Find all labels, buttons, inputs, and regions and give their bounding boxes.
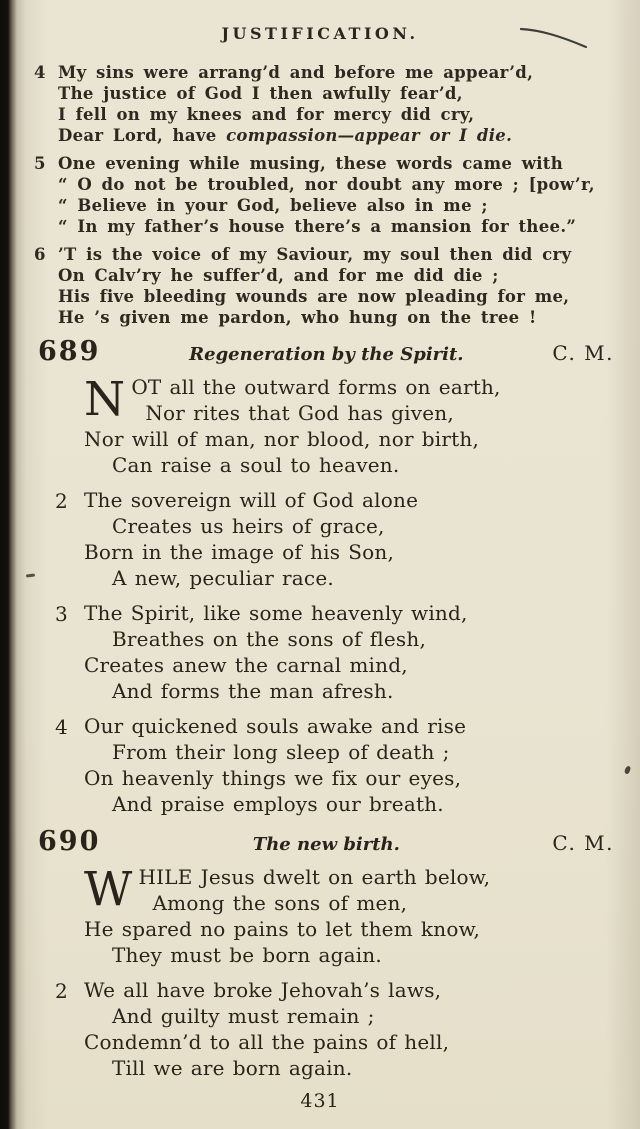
hymn-meter: C. M.	[552, 341, 614, 365]
verse-line: Our quickened souls awake and rise	[84, 714, 467, 738]
verse-line: “ In my father’s house there’s a mansion for thee.”	[58, 217, 577, 236]
hymn-title: Regeneration by the Spirit.	[189, 344, 464, 365]
verse-line: And forms the man afresh.	[112, 679, 394, 703]
verse-line: We all have broke Jehovah’s laws,	[84, 978, 442, 1002]
hymn-section	[0, 826, 640, 1081]
verse-line: And praise employs our breath.	[112, 792, 444, 816]
hymn-section	[0, 336, 640, 817]
hymn-number: 690	[38, 826, 101, 857]
verse	[34, 244, 628, 328]
verse-line: Born in the image of his Son,	[84, 540, 395, 564]
hymn-heading	[38, 336, 614, 368]
verse-line: On heavenly things we fix our eyes,	[84, 766, 462, 790]
verse-line: Nor rites that God has given,	[145, 401, 454, 425]
verse-number: 5	[34, 154, 46, 173]
hymn-verse	[55, 487, 614, 591]
page-number: 431	[300, 1090, 340, 1112]
pen-mark	[518, 24, 592, 52]
verse-line: OT all the outward forms on earth,	[131, 375, 501, 399]
verse-line: One evening while musing, these words came with	[58, 154, 563, 173]
verse-line: Breathes on the sons of flesh,	[112, 627, 427, 651]
drop-cap: N	[84, 372, 126, 427]
verse-line: On Calv’ry he suffer’d, and for me did die ;	[58, 266, 499, 285]
verse-line: My sins were arrang’d and before me appear’d,	[58, 63, 534, 82]
verse-line: HILE Jesus dwelt on earth below,	[138, 865, 491, 889]
verse-number: 2	[55, 979, 68, 1003]
hymn-verse	[55, 600, 614, 704]
verse	[34, 62, 628, 146]
verse-line: A new, peculiar race.	[112, 566, 334, 590]
continuation-section	[0, 62, 640, 328]
verse-line: Creates us heirs of grace,	[112, 514, 385, 538]
verse-line: Among the sons of men,	[152, 891, 408, 915]
hymn-verse	[55, 713, 614, 817]
verse-line: “ O do not be troubled, nor doubt any more ; [pow’r,	[58, 175, 595, 194]
verse-line: Condemn’d to all the pains of hell,	[84, 1030, 450, 1054]
verse-line: ’T is the voice of my Saviour, my soul then did cry	[58, 245, 572, 264]
verse-line: His five bleeding wounds are now pleading for me,	[58, 287, 570, 306]
verse-line: He spared no pains to let them know,	[84, 917, 481, 941]
verse-line: Till we are born again.	[112, 1056, 353, 1080]
verse-line: Can raise a soul to heaven.	[112, 453, 400, 477]
running-header: JUSTIFICATION.	[221, 24, 419, 43]
drop-cap: W	[84, 862, 133, 917]
verse-number: 4	[34, 63, 46, 82]
verse-line: “ Believe in your God, believe also in me ;	[58, 196, 488, 215]
verse-line: And guilty must remain ;	[112, 1004, 375, 1028]
italic-phrase: compassion—appear or I die.	[226, 126, 513, 145]
verse-line: He ’s given me pardon, who hung on the tree !	[58, 308, 537, 327]
verse	[34, 153, 628, 237]
verse-line: Dear Lord, have compassion—appear or I die.	[58, 126, 513, 145]
hymn-heading	[38, 826, 614, 858]
verse-line: The sovereign will of God alone	[84, 488, 419, 512]
hymn-verse	[55, 977, 614, 1081]
verse-number: 6	[34, 245, 46, 264]
verse-number: 4	[55, 715, 68, 739]
hymn-title: The new birth.	[252, 834, 400, 855]
verse-line: I fell on my knees and for mercy did cry,	[58, 105, 475, 124]
verse-line: The Spirit, like some heavenly wind,	[84, 601, 468, 625]
hymn-number: 689	[38, 336, 101, 367]
verse-line: From their long sleep of death ;	[112, 740, 450, 764]
verse-line: Nor will of man, nor blood, nor birth,	[84, 427, 480, 451]
verse-line: The justice of God I then awfully fear’d,	[58, 84, 463, 103]
verse-number: 3	[55, 602, 68, 626]
verse-line: They must be born again.	[112, 943, 382, 967]
hymn-meter: C. M.	[552, 831, 614, 855]
verse-number: 2	[55, 489, 68, 513]
verse-line: Creates anew the carnal mind,	[84, 653, 408, 677]
hymn-verse	[84, 864, 614, 968]
hymn-verse	[84, 374, 614, 478]
